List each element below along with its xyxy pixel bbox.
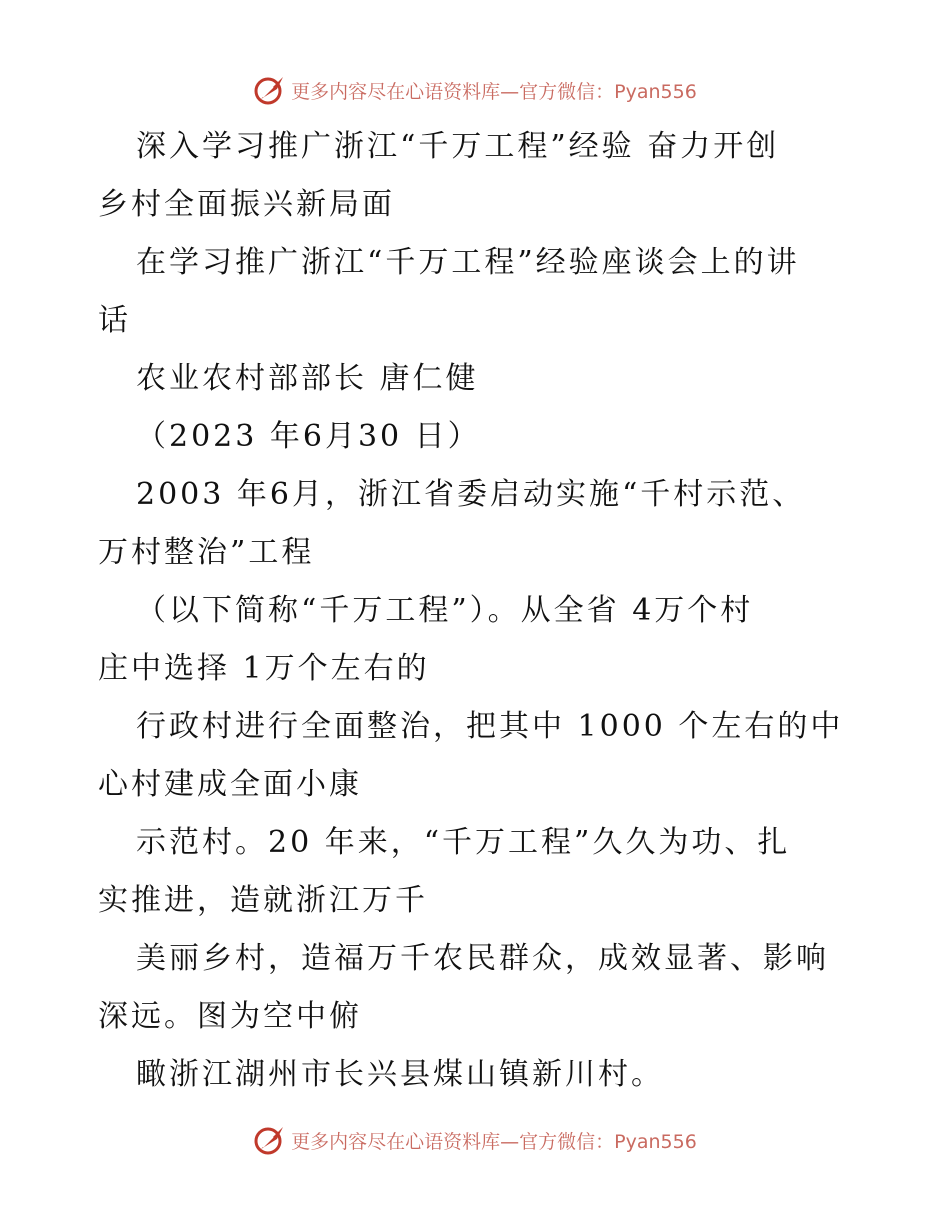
body-line: 美丽乡村，造福万千农民群众，成效显著、影响 [136, 941, 829, 976]
body-line: 2003 年6月，浙江省委启动实施“千村示范、 [136, 477, 806, 512]
title-line-1: 深入学习推广浙江“千万工程”经验 奋力开创 [136, 129, 780, 164]
watermark-text: 更多内容尽在心语资料库—官方微信：Pyan556 [291, 80, 697, 103]
body-line: 心村建成全面小康 [98, 767, 362, 802]
body-line: 瞰浙江湖州市长兴县煤山镇新川村。 [136, 1057, 664, 1092]
body-line: 深远。图为空中俯 [98, 999, 362, 1034]
body-line: 实推进，造就浙江万千 [98, 883, 428, 918]
header-watermark [0, 72, 950, 108]
document-body [98, 118, 858, 1104]
subtitle-line-2: 话 [98, 303, 131, 338]
date-line: （2023 年6月30 日） [136, 419, 481, 454]
body-line: 万村整治”工程 [98, 535, 315, 570]
body-line: （以下简称“千万工程”）。从全省 4万个村 [136, 593, 754, 628]
quill-logo-icon [253, 73, 287, 107]
body-line: 庄中选择 1万个左右的 [98, 651, 430, 686]
subtitle-line-1: 在学习推广浙江“千万工程”经验座谈会上的讲 [136, 245, 800, 280]
title-line-2: 乡村全面振兴新局面 [98, 187, 395, 222]
body-line: 示范村。20 年来，“千万工程”久久为功、扎 [136, 825, 791, 860]
footer-watermark [0, 1122, 950, 1158]
body-line: 行政村进行全面整治，把其中 1000 个左右的中 [136, 709, 844, 744]
quill-logo-icon [253, 1123, 287, 1157]
author-line: 农业农村部部长 唐仁健 [136, 361, 479, 396]
watermark-text: 更多内容尽在心语资料库—官方微信：Pyan556 [291, 1130, 697, 1153]
